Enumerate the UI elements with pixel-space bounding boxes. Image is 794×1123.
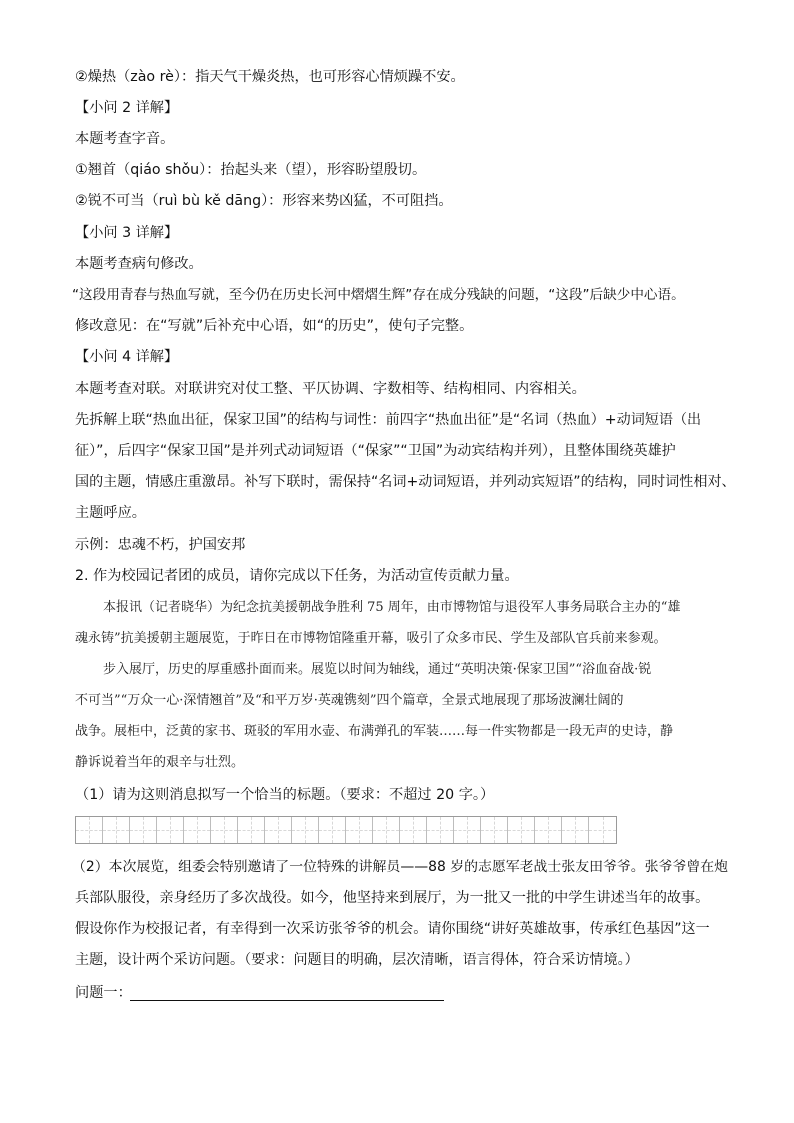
grid-cell[interactable]: [427, 817, 454, 843]
title-writing-grid[interactable]: [75, 816, 617, 844]
task-2-prompt-line-3: 假设你作为校报记者，有幸得到一次采访张爷爷的机会。请你围绕“讲好英雄故事，传承红色基因”这一: [75, 921, 710, 937]
answer-line-zaore: ②燥热（zào rè）：指天气干燥炎热，也可形容心情烦躁不安。: [75, 69, 465, 85]
task-2-prompt-line-1: （2）本次展览，组委会特别邀请了一位特殊的讲解员——88 岁的志愿军老战士张友田爷爷。张爷爷曾在炮: [72, 859, 729, 875]
grid-cell[interactable]: [292, 817, 319, 843]
pronunciation-topic: 本题考查字音。: [75, 131, 175, 147]
task-2-prompt-line-4: 主题，设计两个采访问题。（要求：问题目的明确，层次清晰，语言得体，符合采访情境。）: [75, 952, 639, 968]
question-one-answer-line[interactable]: [130, 1000, 444, 1001]
couplet-analysis-3: 国的主题，情感庄重激昂。补写下联时，需保持“名词+动词短语，并列动宾短语”的结构，同时词性相对、: [75, 474, 736, 490]
news-paragraph-1-line-1: 本报讯（记者晓华）为纪念抗美援朝战争胜利 75 周年，由市博物馆与退役军人事务局联合主办的“雄: [103, 600, 681, 615]
grid-cell[interactable]: [346, 817, 373, 843]
grid-cell[interactable]: [184, 817, 211, 843]
grid-cell[interactable]: [76, 817, 103, 843]
subquestion-2-heading: 【小问 2 详解】: [75, 100, 179, 116]
correction-suggestion: 修改意见：在“写就”后补充中心语，如“的历史”，使句子完整。: [75, 318, 474, 334]
news-paragraph-1-line-2: 魂永铸”抗美援朝主题展览，于昨日在市博物馆隆重开幕，吸引了众多市民、学生及部队官兵前来参观。: [75, 631, 667, 646]
grid-cell[interactable]: [400, 817, 427, 843]
subquestion-4-heading: 【小问 4 详解】: [75, 349, 179, 365]
answer-line-ruibukedang: ②锐不可当（ruì bù kě dāng）：形容来势凶猛，不可阻挡。: [75, 193, 453, 209]
couplet-analysis-4: 主题呼应。: [75, 505, 146, 521]
grid-cell[interactable]: [373, 817, 400, 843]
task-2-prompt-line-2: 兵部队服役，亲身经历了多次战役。如今，他坚持来到展厅，为一批又一批的中学生讲述当年的故事。: [75, 890, 710, 906]
grid-cell[interactable]: [454, 817, 481, 843]
grid-cell[interactable]: [211, 817, 238, 843]
subquestion-3-heading: 【小问 3 详解】: [75, 225, 179, 241]
grid-cell[interactable]: [103, 817, 130, 843]
couplet-analysis-1: 先拆解上联“热血出征，保家卫国”的结构与词性：前四字“热血出征”是“名词（热血）+动词短语（出: [75, 412, 702, 428]
question-one-label: 问题一：: [75, 985, 132, 1001]
grid-cell[interactable]: [589, 817, 616, 843]
grid-cell[interactable]: [265, 817, 292, 843]
news-paragraph-2-line-4: 静诉说着当年的艰辛与壮烈。: [75, 755, 245, 770]
grid-cell[interactable]: [508, 817, 535, 843]
grid-cell[interactable]: [157, 817, 184, 843]
task-1-prompt: （1）请为这则消息拟写一个恰当的标题。（要求：不超过 20 字。）: [75, 787, 495, 803]
couplet-topic: 本题考查对联。对联讲究对仗工整、平仄协调、字数相等、结构相同、内容相关。: [75, 381, 586, 397]
couplet-example: 示例：忠魂不朽，护国安邦: [75, 537, 246, 553]
answer-line-qiaoshou: ①翘首（qiáo shǒu）：抬起头来（望），形容盼望殷切。: [75, 162, 427, 178]
couplet-analysis-2: 征）”，后四字“保家卫国”是并列式动词短语（“保家”“卫国”为动宾结构并列），且整体围绕英雄护: [75, 443, 676, 459]
question-2-stem: 2. 作为校园记者团的成员，请你完成以下任务，为活动宣传贡献力量。: [75, 568, 519, 584]
grid-cell[interactable]: [535, 817, 562, 843]
grid-cell[interactable]: [238, 817, 265, 843]
grid-cell[interactable]: [481, 817, 508, 843]
sentence-problem-text: “这段用青春与热血写就，至今仍在历史长河中熠熠生辉”存在成分残缺的问题，“这段”后缺少中心语。: [72, 287, 685, 303]
grid-cell[interactable]: [562, 817, 589, 843]
grid-cell[interactable]: [319, 817, 346, 843]
news-paragraph-2-line-3: 战争。展柜中，泛黄的家书、斑驳的军用水壶、布满弹孔的军装……每一件实物都是一段无声的史诗，静: [75, 724, 674, 739]
news-paragraph-2-line-1: 步入展厅，历史的厚重感扑面而来。展览以时间为轴线，通过“英明决策·保家卫国”“浴血奋战·锐: [103, 662, 652, 677]
news-paragraph-2-line-2: 不可当”“万众一心·深情翘首”及“和平万岁·英魂镌刻”四个篇章，全景式地展现了那场波澜壮阔的: [75, 693, 624, 708]
sentence-correction-topic: 本题考查病句修改。: [75, 256, 203, 272]
grid-cell[interactable]: [130, 817, 157, 843]
